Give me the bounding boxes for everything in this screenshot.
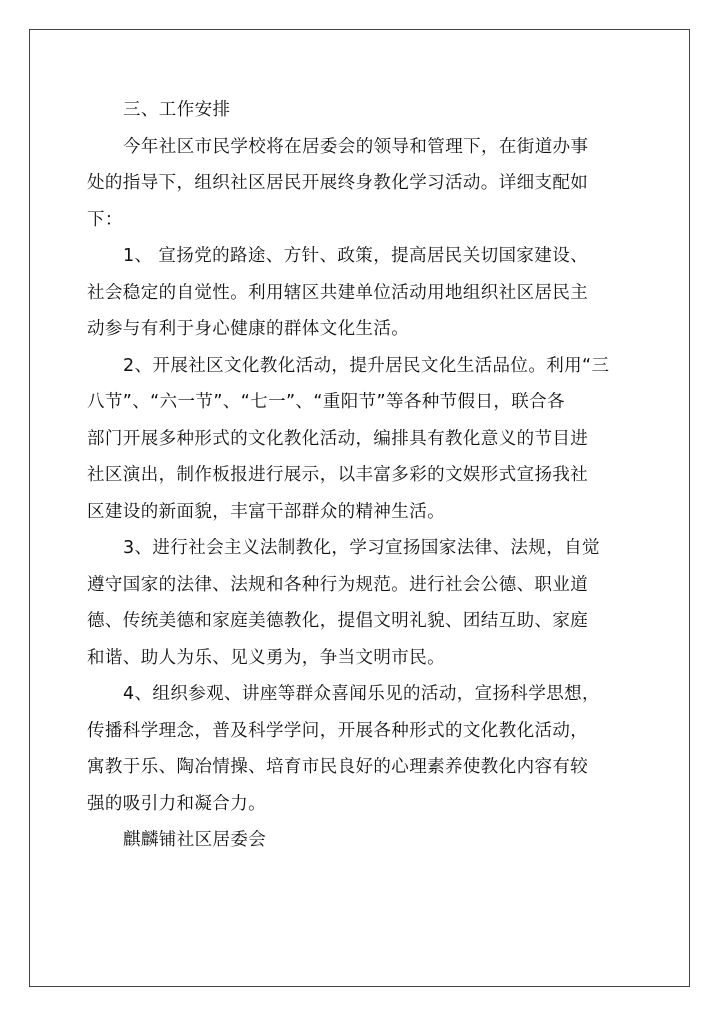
paragraph-line: 2、开展社区文化教化活动，提升居民文化生活品位。利用“三 xyxy=(123,355,610,376)
signature: 麒麟铺社区居委会 xyxy=(123,830,267,850)
paragraph-line: 动参与有利于身心健康的群体文化生活。 xyxy=(87,319,410,339)
paragraph-line: 和谐、助人为乐、见义勇为，争当文明市民。 xyxy=(87,647,445,668)
paragraph-line: 强的吸引力和凝合力。 xyxy=(87,793,266,814)
paragraph-line: 遵守国家的法律、法规和各种行为规范。进行社会公德、职业道 xyxy=(87,574,589,595)
paragraph-line: 4、组织参观、讲座等群众喜闻乐见的活动，宣扬科学思想， xyxy=(123,684,600,704)
document-body xyxy=(87,92,633,859)
item-4-paragraph xyxy=(87,676,633,822)
intro-paragraph xyxy=(87,129,633,239)
paragraph-line: 下： xyxy=(87,209,123,230)
paragraph-line: 传播科学理念，普及科学学问，开展各种形式的文化教化活动， xyxy=(87,720,589,741)
paragraph-line: 部门开展多种形式的文化教化活动，编排具有教化意义的节目进 xyxy=(87,428,589,449)
paragraph-line: 八节”、“六一节”、“七一”、“重阳节”等各种节假日，联合各 xyxy=(87,392,565,412)
paragraph-line: 今年社区市民学校将在居委会的领导和管理下，在街道办事 xyxy=(123,136,589,157)
item-2-paragraph xyxy=(87,348,633,531)
item-1-paragraph xyxy=(87,238,633,348)
paragraph-line: 社会稳定的自觉性。利用辖区共建单位活动用地组织社区居民主 xyxy=(87,282,589,303)
section-heading: 三、工作安排 xyxy=(123,100,231,120)
item-3-paragraph xyxy=(87,530,633,676)
paragraph-line: 德、传统美德和家庭美德教化，提倡文明礼貌、团结互助、家庭 xyxy=(87,611,589,631)
paragraph-line: 1、 宣扬党的路途、方针、政策，提高居民关切国家建设、 xyxy=(123,246,588,266)
paragraph-line: 处的指导下，组织社区居民开展终身教化学习活动。详细支配如 xyxy=(87,173,589,193)
paragraph-line: 寓教于乐、陶冶情操、培育市民良好的心理素养使教化内容有较 xyxy=(87,757,589,777)
paragraph-line: 3、进行社会主义法制教化，学习宣扬国家法律、法规，自觉 xyxy=(123,538,600,558)
paragraph-line: 区建设的新面貌，丰富干部群众的精神生活。 xyxy=(87,501,445,522)
paragraph-line: 社区演出，制作板报进行展示，以丰富多彩的文娱形式宣扬我社 xyxy=(87,465,589,485)
